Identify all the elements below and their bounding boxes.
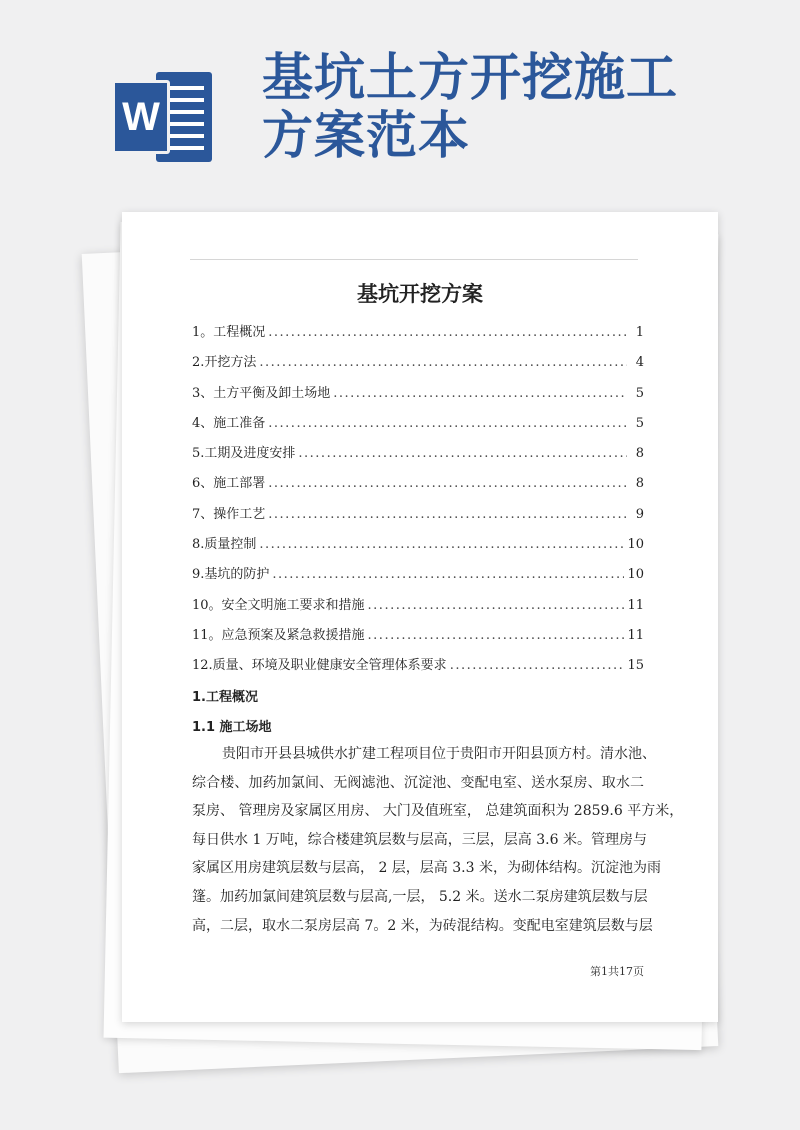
table-of-contents: [192, 318, 644, 682]
toc-item: 11。应急预案及紧急救援措施 ..... 11: [192, 621, 644, 651]
toc-item: 4、施工准备 ..... 5: [192, 409, 644, 439]
document-page: [122, 212, 718, 1022]
paragraph-line: 篷。加药加氯间建筑层数与层高,一层， 5.2 米。送水二泵房建筑层数与层: [192, 888, 648, 905]
toc-item: 3、土方平衡及卸土场地 ..... 5: [192, 379, 644, 409]
section-heading: 1.工程概况: [192, 690, 258, 705]
paragraph-line: 每日供水 1 万吨，综合楼建筑层数与层高，三层，层高 3.6 米。管理房与: [192, 831, 647, 848]
toc-item: 7、操作工艺 ..... 9: [192, 500, 644, 530]
word-badge: W: [112, 80, 170, 154]
toc-item: 6、施工部署 ..... 8: [192, 469, 644, 499]
toc-item: 5.工期及进度安排 ..... 8: [192, 439, 644, 469]
toc-item: 8.质量控制 ..... 10: [192, 530, 644, 560]
toc-item: 10。安全文明施工要求和措施 ..... 11: [192, 591, 644, 621]
paragraph-line: 综合楼、加药加氯间、无阀滤池、沉淀池、变配电室、送水泵房、取水二: [192, 774, 644, 791]
paragraph-line: 高，二层，取水二泵房层高 7。2 米，为砖混结构。变配电室建筑层数与层: [192, 917, 653, 934]
body-paragraph: [192, 740, 684, 940]
subsection-heading: 1.1 施工场地: [192, 720, 272, 735]
toc-item: 2.开挖方法 ..... 4: [192, 348, 644, 378]
paragraph-line: 泵房、 管理房及家属区用房、 大门及值班室， 总建筑面积为 2859.6 平方米，: [192, 803, 684, 820]
header-rule: [190, 259, 638, 260]
toc-item: 12.质量、环境及职业健康安全管理体系要求 ..... 15: [192, 651, 644, 681]
page-number: 第1共17页: [590, 965, 644, 978]
toc-item: 1。工程概况 ..... 1: [192, 318, 644, 348]
word-document-icon: [112, 72, 212, 162]
banner-title: 基坑土方开挖施工方案范本: [262, 49, 679, 166]
paragraph-line: 贵阳市开县县城供水扩建工程项目位于贵阳市开阳县顶方村。清水池、: [222, 746, 656, 762]
paragraph-line: 家属区用房建筑层数与层高， 2 层，层高 3.3 米，为砌体结构。沉淀池为雨: [192, 860, 661, 877]
toc-item: 9.基坑的防护 ..... 10: [192, 560, 644, 590]
document-title: 基坑开挖方案: [357, 282, 483, 306]
